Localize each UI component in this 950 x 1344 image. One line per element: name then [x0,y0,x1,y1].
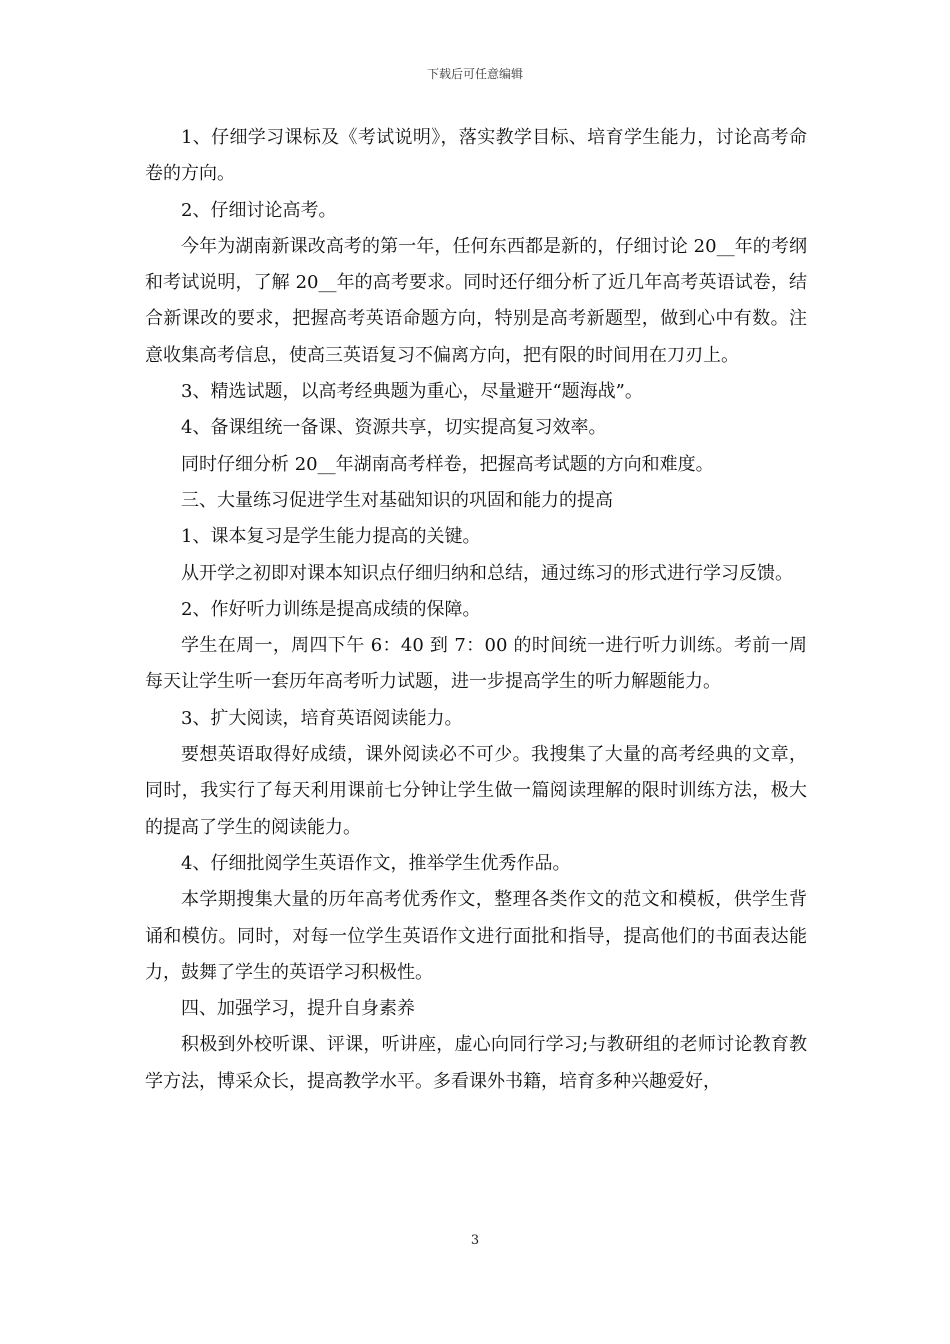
section-heading: 四、加强学习，提升自身素养 [181,998,415,1020]
paragraph: 2、仔细讨论高考。 [181,199,337,221]
paragraph: 3、扩大阅读，培育英语阅读能力。 [181,707,463,729]
paragraph: 2、作好听力训练是提高成绩的保障。 [181,598,481,620]
paragraph: 4、备课组统一备课、资源共享，切实提高复习效率。 [181,417,607,439]
paragraph: 4、仔细批阅学生英语作文，推举学生优秀作品。 [181,852,571,874]
paragraph: 从开学之初即对课本知识点仔细归纳和总结，通过练习的形式进行学习反馈。 [181,562,793,584]
document-body [145,120,807,1100]
paragraph: 今年为湖南新课改高考的第一年，任何东西都是新的，仔细讨论 20__年的考纲和考试说明，了解 20__年的高考要求。同时还仔细分析了近几年高考英语试卷，结合新课改的要求，把握高考英语命题方向，特别是高考新题型，做到心中有数。注意收集高考信息，使高三英语复习不偏离方向，把有限的时间用在刀刃上。 [145,235,807,366]
paragraph: 1、课本复习是学生能力提高的关键。 [181,526,481,548]
page-header: 下载后可任意编辑 [426,67,523,81]
paragraph: 学生在周一，周四下午 6：40 到 7：00 的时间统一进行听力训练。考前一周每天让学生听一套历年高考听力试题，进一步提高学生的听力解题能力。 [145,635,807,693]
paragraph: 1、仔细学习课标及《考试说明》，落实教学目标、培育学生能力，讨论高考命卷的方向。 [145,127,807,185]
page-number: 3 [470,1233,480,1248]
paragraph: 积极到外校听课、评课，听讲座，虚心向同行学习;与教研组的老师讨论教育教学方法，博采众长，提高教学水平。多看课外书籍，培育多种兴趣爱好， [145,1034,807,1092]
paragraph: 3、精选试题，以高考经典题为重心，尽量避开“题海战”。 [181,381,643,403]
section-heading: 三、大量练习促进学生对基础知识的巩固和能力的提高 [181,489,613,511]
paragraph: 要想英语取得好成绩，课外阅读必不可少。我搜集了大量的高考经典的文章，同时，我实行了每天利用课前七分钟让学生做一篇阅读理解的限时训练方法，极大的提高了学生的阅读能力。 [145,744,807,838]
paragraph: 同时仔细分析 20__年湖南高考样卷，把握高考试题的方向和难度。 [181,453,714,475]
paragraph: 本学期搜集大量的历年高考优秀作文，整理各类作文的范文和模板，供学生背诵和模仿。同时，对每一位学生英语作文进行面批和指导，提高他们的书面表达能力，鼓舞了学生的英语学习积极性。 [145,889,807,983]
